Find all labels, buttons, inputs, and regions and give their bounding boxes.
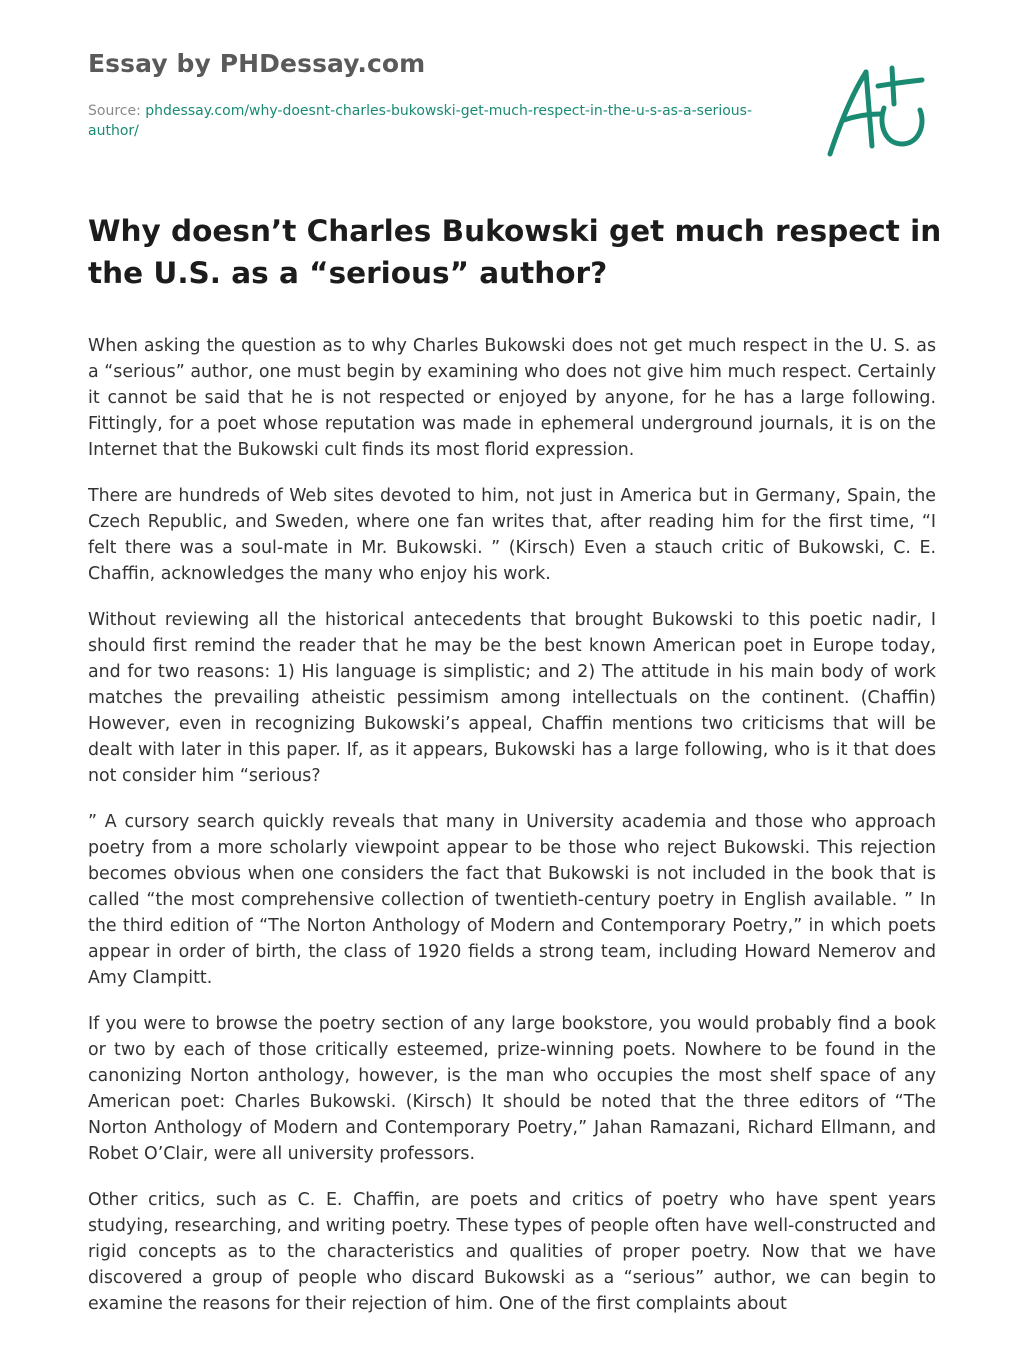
article-body xyxy=(88,333,936,1360)
paragraph: There are hundreds of Web sites devoted to him, not just in America but in Germany, Spain, the Czech Republic, and Sweden, where one fan writes that, after reading him for the first time, “I felt there was a soul-mate in Mr. Bukowski. ” (Kirsch) Even a stauch critic of Bukowski, C. E. Chaffin, acknowledges the many who enjoy his work. xyxy=(88,486,936,584)
source-link[interactable]: phdessay.com/why-doesnt-charles-bukowski-get-much-respect-in-the-u-s-as-a-serious-author/ xyxy=(88,103,752,139)
paragraph: Without reviewing all the historical antecedents that brought Bukowski to this poetic nadir, I should first remind the reader that he may be the best known American poet in Europe today, and for two reasons: 1) His language is simplistic; and 2) The attitude in his main body of work matches the prevailing atheistic pessimism among intellectuals on the continent. (Chaffin) However, even in recognizing Bukowski’s appeal, Chaffin mentions two criticisms that will be dealt with later in this paper. If, as it appears, Bukowski has a large following, who is it that does not consider him “serious? xyxy=(88,610,936,786)
article-title: Why doesn’t Charles Bukowski get much respect in the U.S. as a “serious” author? xyxy=(88,214,942,290)
a-plus-logo-icon xyxy=(822,64,930,160)
paragraph: ” A cursory search quickly reveals that many in University academia and those who approach poetry from a more scholarly viewpoint appear to be those who reject Bukowski. This rejection becomes obvious when one considers the fact that Bukowski is not included in the book that is called “the most comprehensive collection of twentieth-century poetry in English available. ” In the third edition of “The Norton Anthology of Modern and Contemporary Poetry,” in which poets appear in order of birth, the class of 1920 fields a strong team, including Howard Nemerov and Amy Clampitt. xyxy=(88,812,936,988)
source-line xyxy=(88,101,788,141)
paragraph: When asking the question as to why Charles Bukowski does not get much respect in the U. S. as a “serious” author, one must begin by examining who does not give him much respect. Certainly it cannot be said that he is not respected or enjoyed by anyone, for he has a large following. Fittingly, for a poet whose reputation was made in ephemeral underground journals, it is on the Internet that the Bukowski cult finds its most florid expression. xyxy=(88,336,936,460)
source-label: Source: xyxy=(88,103,146,119)
site-brand: Essay by PHDessay.com xyxy=(88,49,426,78)
paragraph: Other critics, such as C. E. Chaffin, are poets and critics of poetry who have spent years studying, researching, and writing poetry. These types of people often have well-constructed and rigid concepts as to the characteristics and qualities of proper poetry. Now that we have discovered a group of people who discard Bukowski as a “serious” author, we can begin to examine the reasons for their rejection of him. One of the first complaints about xyxy=(88,1190,936,1314)
paragraph: If you were to browse the poetry section of any large bookstore, you would probably find a book or two by each of those critically esteemed, prize-winning poets. Nowhere to be found in the canonizing Norton anthology, however, is the man who occupies the most shelf space of any American poet: Charles Bukowski. (Kirsch) It should be noted that the three editors of “The Norton Anthology of Modern and Contemporary Poetry,” Jahan Ramazani, Richard Ellmann, and Robet O’Clair, were all university professors. xyxy=(88,1014,936,1164)
